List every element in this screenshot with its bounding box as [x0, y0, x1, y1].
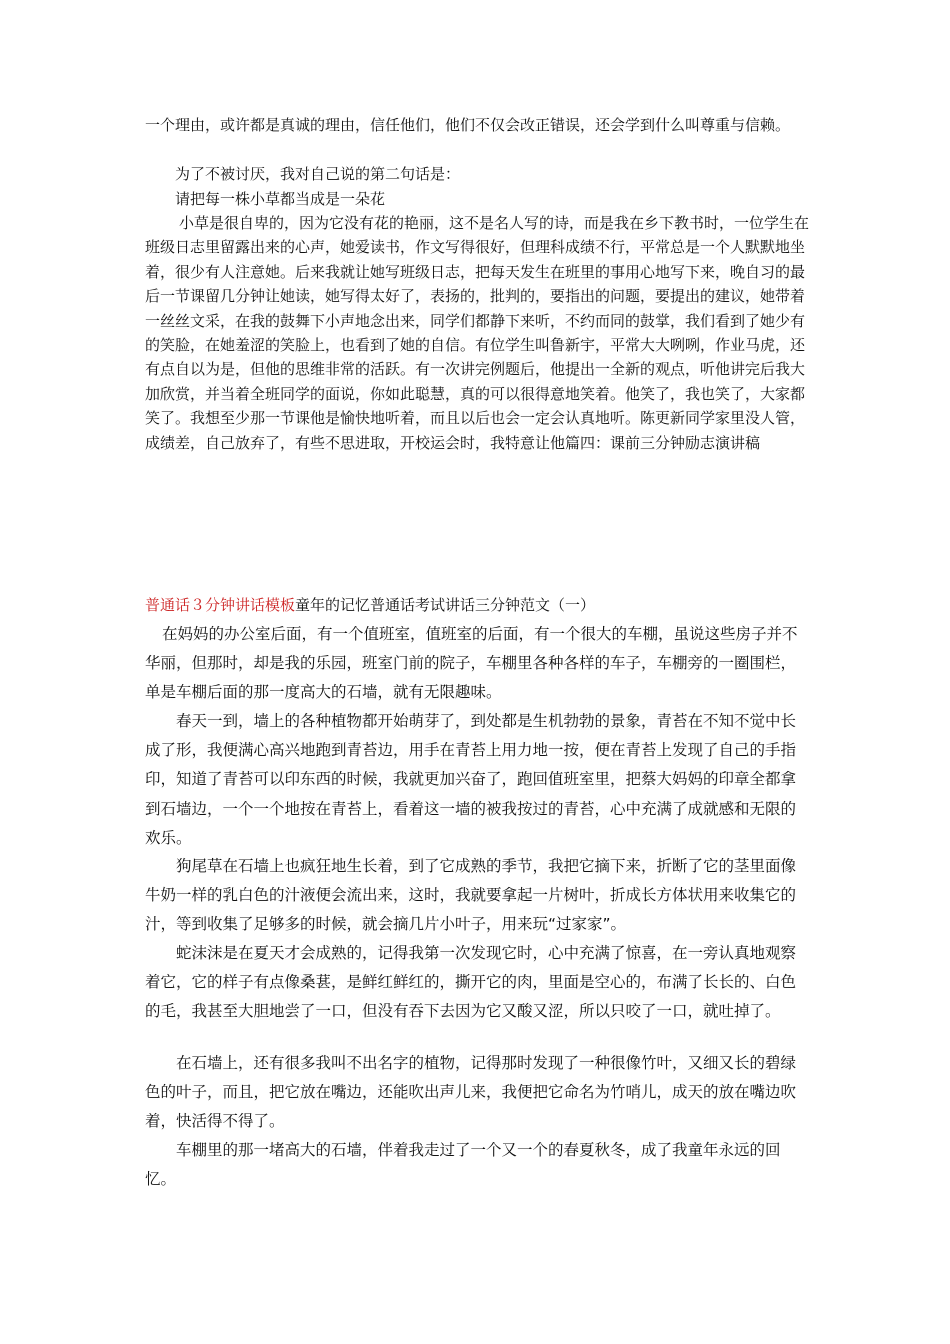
paragraph: 蛇沫沫是在夏天才会成熟的，记得我第一次发现它时，心中充满了惊喜，在一旁认真地观察着它，它的样子有点像桑葚，是鲜红鲜红的，撕开它的肉，里面是空心的，布满了长长的、白色的毛，我甚至大胆地尝了一口，但没有吞下去因为它又酸又涩，所以只咬了一口，就吐掉了。 — [145, 944, 797, 1021]
paragraph: 请把每一株小草都当成是一朵花 — [175, 190, 386, 208]
paragraph: 为了不被讨厌，我对自己说的第二句话是： — [175, 165, 461, 183]
paragraph: 在妈妈的办公室后面，有一个值班室，值班室的后面，有一个很大的车棚，虽说这些房子并不华丽，但那时，却是我的乐园，班室门前的院子，车棚里各种各样的车子，车棚旁的一圈围栏，单是车棚后面的那一度高大的石墙，就有无限趣味。 — [145, 625, 798, 702]
section-title — [145, 593, 810, 617]
paragraph: 春天一到，墙上的各种植物都开始萌芽了，到处都是生机勃勃的景象，青苔在不知不觉中长成了形，我便满心高兴地跑到青苔边，用手在青苔上用力地一按，便在青苔上发现了自己的手指印，知道了青苔可以印东西的时候，我就更加兴奋了，跑回值班室里，把蔡大妈妈的印章全都拿到石墙边，一个一个地按在青苔上，看着这一墙的被我按过的青苔，心中充满了成就感和无限的欢乐。 — [145, 712, 797, 847]
paragraph: 在石墙上，还有很多我叫不出名字的植物，记得那时发现了一种很像竹叶，又细又长的碧绿色的叶子，而且，把它放在嘴边，还能吹出声儿来，我便把它命名为竹哨儿，成天的放在嘴边吹着，快活得不得了。 — [145, 1054, 797, 1131]
paragraph: 小草是很自卑的，因为它没有花的艳丽，这不是名人写的诗，而是我在乡下教书时，一位学生在班级日志里留露出来的心声，她爱读书，作文写得很好，但理科成绩不行，平常总是一个人默默地坐着，很少有人注意她。后来我就让她写班级日志，把每天发生在班里的事用心地写下来，晚自习的最后一节课留几分钟让她读，她写得太好了，表扬的，批判的，要指出的问题，要提出的建议，她带着一丝丝文采，在我的鼓舞下小声地念出来，同学们都静下来听，不约而同的鼓掌，我们看到了她少有的笑脸，在她羞涩的笑脸上，也看到了她的自信。有位学生叫鲁新宇，平常大大咧咧，作业马虎，还有点自以为是，但他的思维非常的活跃。有一次讲完例题后，他提出一全新的观点，听他讲完后我大加欣赏，并当着全班同学的面说，你如此聪慧，真的可以很得意地笑着。他笑了，我也笑了，大家都笑了。我想至少那一节课他是愉快地听着，而且以后也会一定会认真地听。陈更新同学家里没人管，成绩差，自己放弃了，有些不思进取，开校运会时，我特意让他篇四：课前三分钟励志演讲稿 — [145, 214, 810, 452]
template-title: 普通话３分钟讲话模板 — [145, 596, 296, 614]
paragraph: 狗尾草在石墙上也疯狂地生长着，到了它成熟的季节，我把它摘下来，折断了它的茎里面像牛奶一样的乳白色的汁液便会流出来，这时，我就要拿起一片树叶，折成长方体状用来收集它的汁，等到收集了足够多的时候，就会摘几片小叶子，用来玩“过家家”。 — [145, 857, 797, 934]
paragraph: 车棚里的那一堵高大的石墙，伴着我走过了一个又一个的春夏秋冬，成了我童年永远的回忆。 — [145, 1141, 781, 1189]
paragraph: 一个理由，或许都是真诚的理由，信任他们，他们不仅会改正错误，还会学到什么叫尊重与信赖。 — [145, 116, 791, 134]
essay-title: 童年的记忆普通话考试讲话三分钟范文（一） — [295, 596, 596, 614]
